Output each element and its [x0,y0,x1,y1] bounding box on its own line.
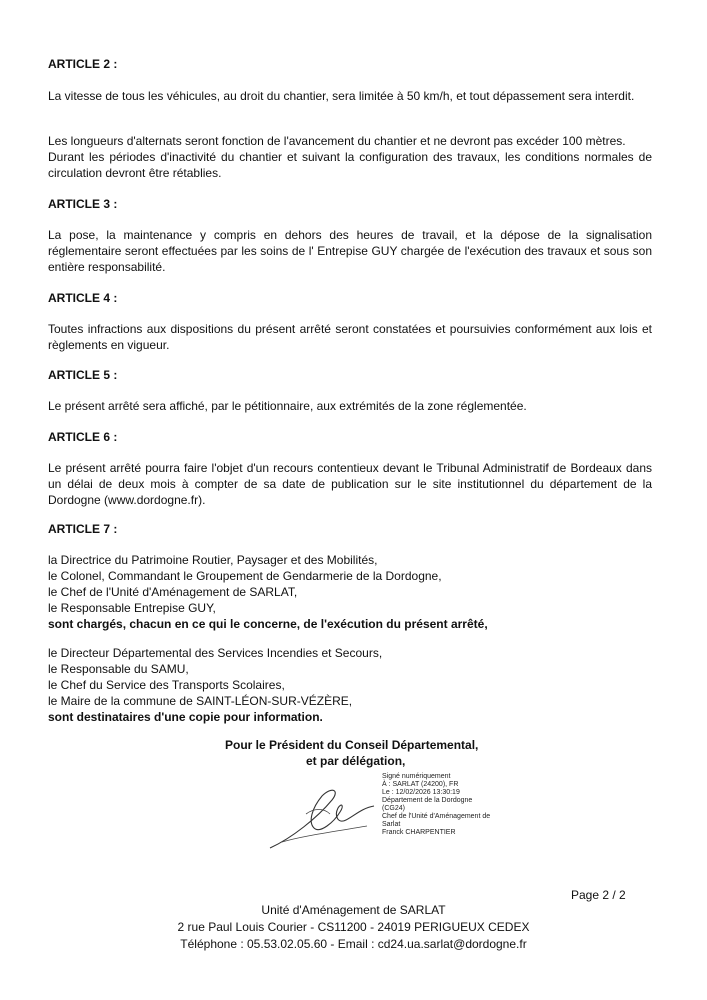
article-3-paragraph [48,227,652,275]
stamp-line: Signé numériquement [382,773,451,780]
list-item: le Colonel, Commandant le Groupement de Gendarmerie de la Dordogne, [48,569,442,583]
article-4-text: Toutes infractions aux dispositions du présent arrêté seront constatées et poursuivies conformément aux lois et règlements en vigueur. [48,322,652,352]
signature-authority: Pour le Président du Conseil Départemental, [225,738,479,752]
article-3-heading: ARTICLE 3 : [48,197,118,211]
article-2-text: Durant les périodes d'inactivité du chantier et suivant la configuration des travaux, les conditions normales de circulation devront être rétablies. [48,150,652,180]
stamp-line: À : SARLAT (24200), FR [382,781,459,788]
list-item: le Chef de l'Unité d'Aménagement de SARLAT, [48,585,298,599]
handwritten-signature-icon [262,778,382,858]
list-item: le Responsable Entrepise GUY, [48,601,216,615]
article-5-paragraph [48,398,652,414]
list-item: le Maire de la commune de SAINT-LÉON-SUR-VÉZÈRE, [48,694,353,708]
article-2-text: Les longueurs d'alternats seront fonction de l'avancement du chantier et ne devront pas excéder 100 mètres. [48,134,626,148]
article-6-text: Le présent arrêté pourra faire l'objet d'un recours contentieux devant le Tribunal Administratif de Bordeaux dans un délai de deux mois à compter de sa date de publication sur le site institutionnel du département de la Dordogne (www.dordogne.fr). [48,461,652,507]
stamp-line: Département de la Dordogne [382,797,473,804]
executors-list [48,552,652,632]
stamp-line: Chef de l'Unité d'Aménagement de [382,813,491,820]
article-2-paragraph-2 [48,133,652,181]
list-item: la Directrice du Patrimoine Routier, Paysager et des Mobilités, [48,553,378,567]
list-item: le Chef du Service des Transports Scolaires, [48,678,285,692]
article-3-text: La pose, la maintenance y compris en dehors des heures de travail, et la dépose de la signalisation réglementaire seront effectuées par les soins de l' Entrepise GUY chargée de l'exécution des travaux et sous son entière responsabilité. [48,228,652,274]
footer-contact: Téléphone : 05.53.02.05.60 - Email : cd24.ua.sarlat@dordogne.fr [180,937,527,951]
stamp-line: Franck CHARPENTIER [382,829,456,836]
article-6-paragraph [48,460,652,508]
executors-conclusion: sont chargés, chacun en ce qui le concerne, de l'exécution du présent arrêté, [48,617,488,631]
stamp-line: (CG24) [382,805,405,812]
footer [0,902,707,953]
stamp-line: Sarlat [382,821,401,828]
recipients-conclusion: sont destinataires d'une copie pour information. [48,710,323,724]
article-2-text: La vitesse de tous les véhicules, au droit du chantier, sera limitée à 50 km/h, et tout dépassement sera interdit. [48,89,635,103]
article-6-heading: ARTICLE 6 : [48,430,118,444]
recipients-list [48,645,652,725]
article-4-paragraph [48,321,652,353]
article-5-text: Le présent arrêté sera affiché, par le pétitionnaire, aux extrémités de la zone réglementée. [48,399,527,413]
article-7-heading: ARTICLE 7 : [48,522,118,536]
stamp-line: Le : 12/02/2026 13:30:19 [382,789,460,796]
footer-office: Unité d'Aménagement de SARLAT [261,903,446,917]
article-2-heading: ARTICLE 2 : [48,57,118,71]
page-number: Page 2 / 2 [571,888,626,902]
digital-signature-stamp [382,773,490,837]
article-5-heading: ARTICLE 5 : [48,368,118,382]
footer-address: 2 rue Paul Louis Courier - CS11200 - 24019 PERIGUEUX CEDEX [177,920,530,934]
list-item: le Responsable du SAMU, [48,662,189,676]
article-4-heading: ARTICLE 4 : [48,291,118,305]
signature-delegation: et par délégation, [306,754,406,768]
article-2-paragraph-1 [48,88,652,104]
list-item: le Directeur Départemental des Services Incendies et Secours, [48,646,383,660]
